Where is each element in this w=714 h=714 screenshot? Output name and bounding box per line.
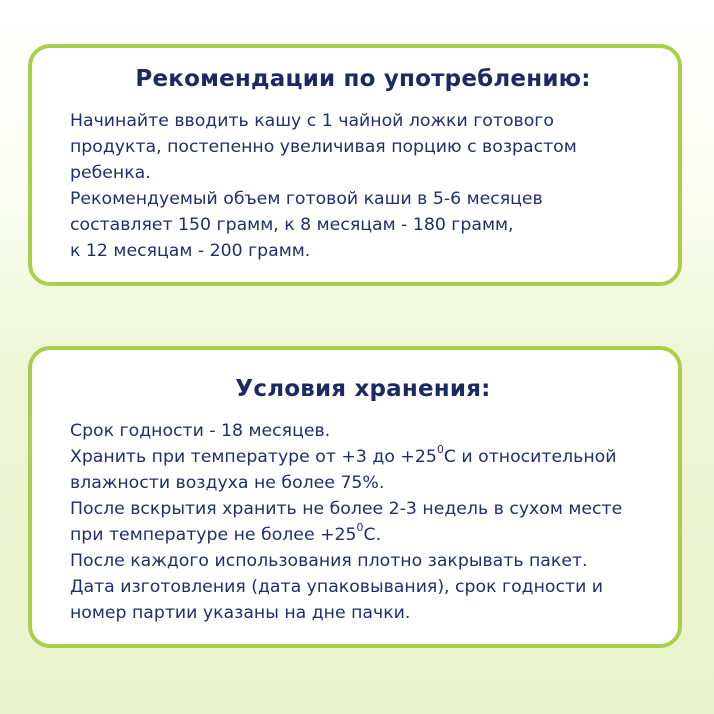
storage-line-temperature-after-opening — [70, 522, 656, 548]
storage-line-batch-number: номер партии указаны на дне пачки. — [70, 603, 411, 623]
usage-line: к 12 месяцам - 200 грамм. — [70, 241, 311, 261]
storage-line-text: С. — [363, 525, 382, 545]
storage-line-humidity: влажности воздуха не более 75%. — [70, 473, 385, 493]
degree-mark: 0 — [436, 443, 444, 457]
storage-line-text: Хранить при температуре от +3 до +25 — [70, 447, 437, 467]
usage-recommendations-card — [28, 44, 682, 286]
degree-mark: 0 — [356, 521, 364, 535]
usage-recommendations-title: Рекомендации по употреблению: — [135, 66, 591, 92]
storage-line-manufacture-date: Дата изготовления (дата упаковывания), срок годности и — [70, 577, 604, 597]
usage-line: Начинайте вводить кашу с 1 чайной ложки готового — [70, 111, 554, 131]
storage-line-shelf-life: Срок годности - 18 месяцев. — [70, 421, 331, 441]
storage-line-temperature — [70, 444, 656, 470]
usage-line: составляет 150 грамм, к 8 месяцам - 180 грамм, — [70, 215, 514, 235]
usage-line: Рекомендуемый объем готовой каши в 5-6 месяцев — [70, 189, 543, 209]
storage-line-after-opening: После вскрытия хранить не более 2-3 недель в сухом месте — [70, 499, 623, 519]
storage-line-closing: После каждого использования плотно закрывать пакет. — [70, 551, 588, 571]
usage-line: продукта, постепенно увеличивая порцию с возрастом — [70, 137, 577, 157]
storage-line-text: С и относительной — [443, 447, 617, 467]
storage-line-text: при температуре не более +25 — [70, 525, 357, 545]
usage-line: ребенка. — [70, 163, 151, 183]
storage-conditions-title: Условия хранения: — [235, 376, 491, 402]
storage-conditions-card — [28, 346, 682, 648]
